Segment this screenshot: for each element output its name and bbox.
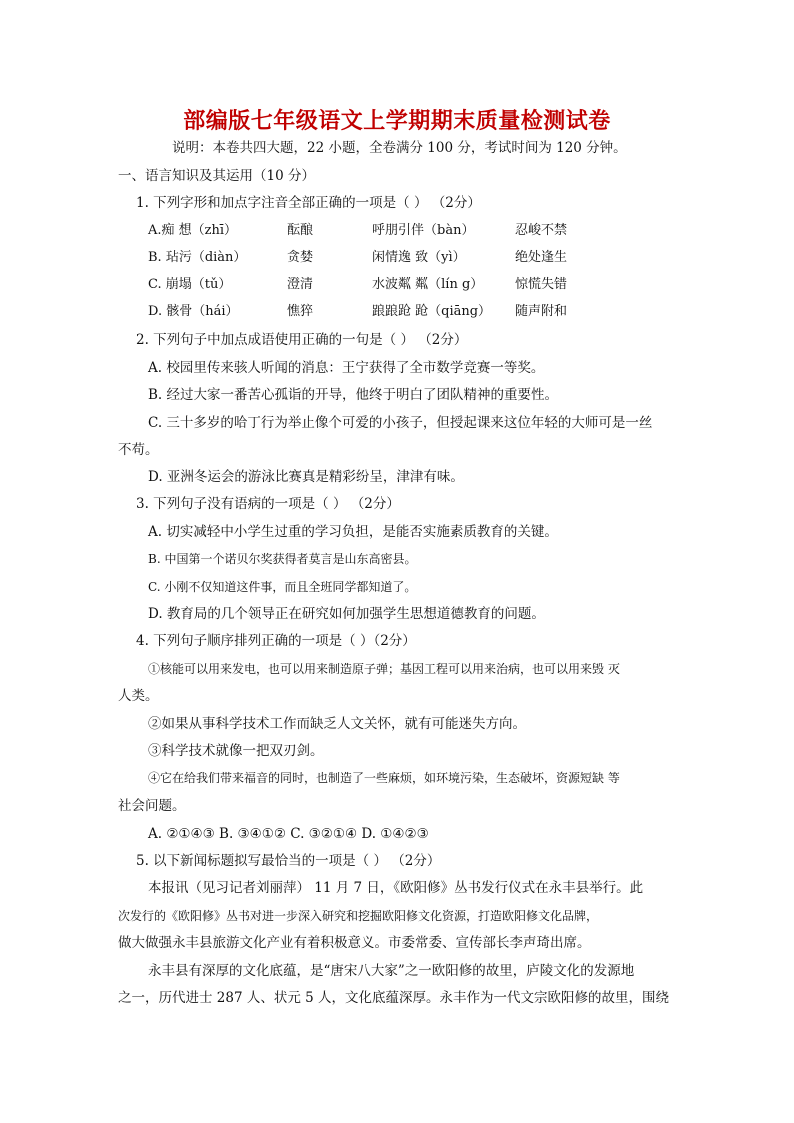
q1-stem: 1. 下列字形和加点字注音全部正确的一项是（ ） （2分）	[136, 195, 481, 211]
q3-option-b: B. 中国第一个诺贝尔奖获得者莫言是山东高密县。	[148, 552, 417, 566]
section-heading-1: 一、语言知识及其运用（10 分）	[118, 168, 315, 184]
q1-b-col1: B. 玷污（diàn）	[148, 250, 247, 265]
q2-option-c-cont: 不苟。	[118, 442, 159, 458]
q4-sentence-3: ③科学技术就像一把双刃剑。	[148, 743, 324, 759]
q4-stem: 4. 下列句子顺序排列正确的一项是（ ）（2分）	[136, 633, 416, 649]
q1-d-col2: 憔猝	[287, 304, 314, 319]
q5-stem: 5. 以下新闻标题拟写最恰当的一项是（ ） （2分）	[136, 853, 441, 869]
q1-a-col3: 呼朋引伴（bàn）	[372, 223, 475, 238]
q5-passage-line-1: 本报讯（见习记者刘丽萍） 11 月 7 日，《欧阳修》丛书发行仪式在永丰县举行。此	[148, 880, 644, 896]
q1-a-col2: 酝酿	[287, 223, 314, 238]
q1-a-col4: 忍峻不禁	[515, 223, 568, 238]
q2-option-b: B. 经过大家一番苦心孤诣的开导，他终于明白了团队精神的重要性。	[148, 387, 559, 403]
q1-a-col1: A.痴 想（zhī）	[148, 223, 238, 238]
q1-d-col4: 随声附和	[515, 304, 568, 319]
q4-options: A. ②①④③ B. ③④①② C. ③②①④ D. ①④②③	[148, 826, 429, 842]
q1-b-col3: 闲情逸 致（yì）	[372, 250, 466, 265]
q1-d-col1: D. 骸骨（hái）	[148, 304, 239, 319]
q4-sentence-4-cont: 社会问题。	[118, 798, 186, 814]
q4-sentence-4: ④它在给我们带来福音的同时，也制造了一些麻烦，如环境污染，生态破坏，资源短缺 等	[148, 771, 620, 785]
q4-sentence-1: ①核能可以用来发电，也可以用来制造原子弹；基因工程可以用来治病，也可以用来毁 灭	[148, 662, 620, 676]
q4-sentence-1-cont: 人类。	[118, 688, 159, 704]
q1-d-col3: 踉踉跄 跄（qiāng）	[372, 304, 492, 319]
q5-passage-line-5: 之一，历代进士 287 人、状元 5 人，文化底蕴深厚。永丰作为一代文宗欧阳修的故里，围绕	[118, 990, 670, 1006]
q3-option-c: C. 小刚不仅知道这件事，而且全班同学都知道了。	[148, 580, 417, 594]
q5-passage-line-3: 做大做强永丰县旅游文化产业有着积极意义。市委常委、宣传部长李声琦出席。	[118, 935, 591, 951]
q2-option-c: C. 三十多岁的哈丁行为举止像个可爱的小孩子，但授起课来这位年轻的大师可是一丝	[148, 415, 653, 431]
q2-stem: 2. 下列句子中加点成语使用正确的一句是（ ） （2分）	[136, 332, 468, 348]
q5-passage-line-4: 永丰县有深厚的文化底蕴，是“唐宋八大家”之一欧阳修的故里，庐陵文化的发源地	[148, 963, 635, 979]
q2-option-d: D. 亚洲冬运会的游泳比赛真是精彩纷呈，津津有味。	[148, 469, 464, 485]
q1-c-col4: 惊慌失错	[515, 277, 568, 292]
q3-stem: 3. 下列句子没有语病的一项是（ ） （2分）	[136, 496, 400, 512]
q1-b-col2: 贪婪	[287, 250, 314, 265]
q3-option-a: A. 切实减轻中小学生过重的学习负担，是能否实施素质教育的关键。	[148, 524, 558, 540]
q1-c-col3: 水波粼 粼（lín g）	[372, 277, 484, 292]
q1-b-col4: 绝处逢生	[515, 250, 568, 265]
exam-note: 说明：本卷共四大题，22 小题，全卷满分 100 分，考试时间为 120 分钟。	[172, 140, 627, 156]
q5-passage-line-2: 次发行的《欧阳修》丛书对进一步深入研究和挖掘欧阳修文化资源，打造欧阳修文化品牌，	[118, 909, 599, 923]
q4-sentence-2: ②如果从事科学技术工作而缺乏人文关怀，就有可能迷失方向。	[148, 716, 526, 732]
page-title: 部编版七年级语文上学期期末质量检测试卷	[183, 108, 611, 134]
q2-option-a: A. 校园里传来骇人听闻的消息：王宁获得了全市数学竞赛一等奖。	[148, 360, 545, 376]
q3-option-d: D. 教育局的几个领导正在研究如何加强学生思想道德教育的问题。	[148, 606, 545, 622]
q1-c-col2: 澄清	[287, 277, 314, 292]
q1-c-col1: C. 崩塌（tǔ）	[148, 277, 232, 292]
